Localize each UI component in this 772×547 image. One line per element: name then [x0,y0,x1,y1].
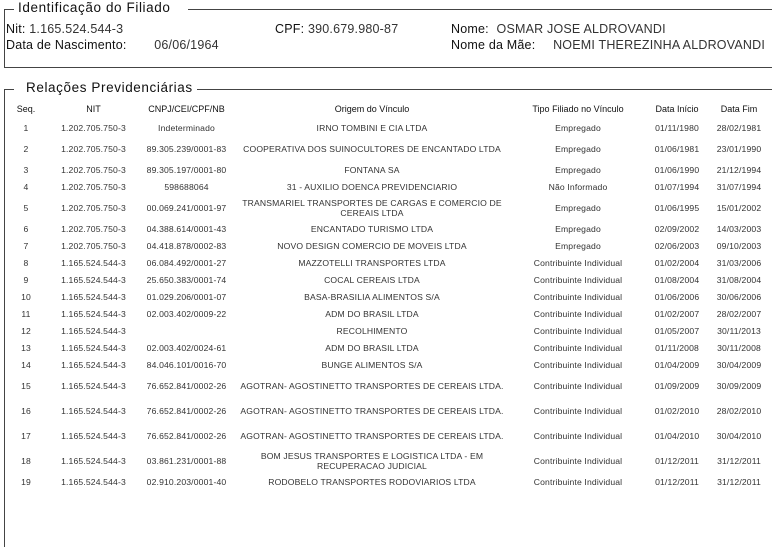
cell-nit: 1.165.524.544-3 [61,342,126,353]
cell-tipo: Contribuinte Individual [533,342,623,353]
cell-doc: 04.418.878/0002-83 [146,240,227,251]
cell-seq: 18 [21,455,31,466]
cell-doc: 25.650.383/0001-74 [146,274,227,285]
table-row [4,398,770,423]
cell-inicio: 01/12/2011 [655,476,699,487]
cell-fim: 28/02/1981 [716,122,762,133]
cell-tipo: Contribuinte Individual [533,308,623,319]
col-origem: Origem do Vínculo [334,104,410,114]
cell-seq: 17 [21,430,31,441]
nit-value: 1.165.524.544-3 [29,22,124,36]
cell-seq: 4 [23,181,29,192]
cell-nit: 1.202.705.750-3 [61,164,126,175]
table-row [4,178,770,195]
cell-fim: 31/12/2011 [717,455,761,466]
cell-fim: 14/03/2003 [716,223,762,234]
cell-origem: 31 - AUXILIO DOENCA PREVIDENCIARIO [286,181,458,192]
relacoes-frame-top-left [4,89,14,90]
cell-nit: 1.165.524.544-3 [61,257,126,268]
col-inicio: Data Início [655,104,699,114]
cell-origem: AGOTRAN- AGOSTINETTO TRANSPORTES DE CEREAIS LTDA. [240,380,504,391]
cell-inicio: 01/06/1981 [654,143,700,154]
cell-tipo: Contribuinte Individual [533,430,623,441]
filiado-frame-bottom [4,67,772,68]
cpf-field [275,22,398,36]
cell-inicio: 01/09/2009 [654,380,700,391]
cell-inicio: 01/04/2009 [654,359,700,370]
cell-tipo: Contribuinte Individual [533,405,623,416]
cell-fim: 23/01/1990 [716,143,762,154]
cell-seq: 12 [21,325,31,336]
col-nit: NIT [86,104,101,114]
cell-seq: 1 [23,122,29,133]
table-row [4,237,770,254]
cell-origem: BASA-BRASILIA ALIMENTOS S/A [304,291,440,302]
table-row [4,356,770,373]
cell-origem: COCAL CEREAIS LTDA [324,274,420,285]
cell-fim: 15/01/2002 [716,202,762,213]
cell-fim: 30/06/2006 [716,291,762,302]
table-row [4,423,770,448]
cell-origem: IRNO TOMBINI E CIA LTDA [316,122,428,133]
cpf-label: CPF: [275,22,305,36]
nascimento-label: Data de Nascimento: [6,38,127,52]
cell-doc: 89.305.197/0001-80 [146,164,227,175]
mae-value: NOEMI THEREZINHA ALDROVANDI [553,38,765,52]
cell-inicio: 02/06/2003 [654,240,700,251]
cell-inicio: 01/11/1980 [655,122,699,133]
col-tipo: Tipo Filiado no Vínculo [532,104,624,114]
cell-fim: 31/07/1994 [716,181,762,192]
cell-doc: Indeterminado [158,122,215,133]
cell-fim: 30/04/2009 [716,359,762,370]
cell-tipo: Contribuinte Individual [533,257,623,268]
cell-nit: 1.202.705.750-3 [61,181,126,192]
table-row [4,288,770,305]
cell-tipo: Empregado [555,223,601,234]
table-row [4,195,770,220]
cell-inicio: 01/02/2007 [654,308,700,319]
relacoes-table [4,99,770,490]
table-row [4,271,770,288]
cell-seq: 11 [21,308,31,319]
cell-doc: 76.652.841/0002-26 [146,430,227,441]
cell-origem: ENCANTADO TURISMO LTDA [310,223,434,234]
cell-inicio: 01/12/2011 [655,455,699,466]
cell-fim: 31/08/2004 [716,274,762,285]
cell-nit: 1.165.524.544-3 [61,291,126,302]
table-row [4,339,770,356]
cell-seq: 5 [23,202,29,213]
nascimento-value: 06/06/1964 [154,38,219,52]
cell-tipo: Contribuinte Individual [533,476,623,487]
cell-seq: 13 [21,342,31,353]
col-seq: Seq. [16,104,36,114]
cell-doc: 03.861.231/0001-88 [146,455,227,466]
cell-seq: 2 [23,143,29,154]
cell-seq: 19 [21,476,31,487]
col-fim: Data Fim [720,104,758,114]
cell-tipo: Contribuinte Individual [533,359,623,370]
cell-doc: 02.003.402/0009-22 [146,308,227,319]
cell-origem: RECOLHIMENTO [336,325,408,336]
col-doc: CNPJ/CEI/CPF/NB [148,104,225,114]
cell-inicio: 01/08/2004 [654,274,700,285]
table-row [4,254,770,271]
table-row [4,220,770,237]
cell-fim: 30/11/2008 [717,342,761,353]
nome-field [451,22,666,36]
cell-nit: 1.165.524.544-3 [61,476,126,487]
cell-nit: 1.202.705.750-3 [61,143,126,154]
cell-nit: 1.165.524.544-3 [61,274,126,285]
cell-tipo: Empregado [555,202,601,213]
cell-inicio: 01/02/2010 [654,405,700,416]
cell-origem: TRANSMARIEL TRANSPORTES DE CARGAS E COMERCIO DE CEREAIS LTDA [242,197,502,218]
cell-inicio: 01/07/1994 [654,181,700,192]
cell-tipo: Empregado [555,143,601,154]
cell-tipo: Contribuinte Individual [533,291,623,302]
cell-doc: 598688064 [164,181,209,192]
cell-origem: COOPERATIVA DOS SUINOCULTORES DE ENCANTADO LTDA [243,143,501,154]
cell-seq: 16 [21,405,31,416]
cell-fim: 30/11/2013 [717,325,761,336]
cell-inicio: 01/06/1995 [654,202,700,213]
cell-tipo: Não Informado [548,181,608,192]
cell-doc: 76.652.841/0002-26 [146,405,227,416]
cell-tipo: Empregado [555,240,601,251]
table-row [4,322,770,339]
nit-field [6,22,123,36]
cell-fim: 09/10/2003 [716,240,762,251]
cell-origem: FONTANA SA [344,164,400,175]
cell-seq: 3 [23,164,29,175]
cell-origem: RODOBELO TRANSPORTES RODOVIARIOS LTDA [268,476,476,487]
table-row [4,136,770,161]
cell-fim: 30/09/2009 [716,380,762,391]
cell-fim: 21/12/1994 [716,164,762,175]
cell-doc: 06.084.492/0001-27 [146,257,227,268]
cell-seq: 10 [21,291,31,302]
cell-inicio: 01/02/2004 [654,257,700,268]
cell-nit: 1.165.524.544-3 [61,359,126,370]
cell-inicio: 02/09/2002 [654,223,700,234]
cell-doc: 89.305.239/0001-83 [146,143,227,154]
cell-origem: NOVO DESIGN COMERCIO DE MOVEIS LTDA [277,240,467,251]
table-body [4,119,770,490]
cell-doc [139,322,234,339]
nit-label: Nit: [6,22,26,36]
cell-origem: BOM JESUS TRANSPORTES E LOGISTICA LTDA - EM RECUPERACAO JUDICIAL [260,450,484,471]
cell-origem: AGOTRAN- AGOSTINETTO TRANSPORTES DE CEREAIS LTDA. [240,430,504,441]
nome-value: OSMAR JOSE ALDROVANDI [496,22,666,36]
nome-label: Nome: [451,22,489,36]
cell-doc: 76.652.841/0002-26 [146,380,227,391]
filiado-section-title: Identificação do Filiado [14,0,175,15]
cell-origem: BUNGE ALIMENTOS S/A [321,359,423,370]
cell-nit: 1.202.705.750-3 [61,122,126,133]
cell-seq: 7 [23,240,29,251]
cell-nit: 1.165.524.544-3 [61,455,126,466]
cell-tipo: Empregado [555,122,601,133]
cell-origem: AGOTRAN- AGOSTINETTO TRANSPORTES DE CEREAIS LTDA. [240,405,504,416]
cell-doc: 04.388.614/0001-43 [146,223,227,234]
cell-tipo: Contribuinte Individual [533,455,623,466]
table-row [4,119,770,136]
table-row [4,373,770,398]
cell-tipo: Contribuinte Individual [533,274,623,285]
cell-doc: 02.003.402/0024-61 [146,342,227,353]
cell-origem: ADM DO BRASIL LTDA [325,342,419,353]
cell-inicio: 01/06/1990 [654,164,700,175]
cell-fim: 31/03/2006 [716,257,762,268]
relacoes-frame-top-right [196,89,772,90]
cell-doc: 01.029.206/0001-07 [146,291,227,302]
cell-nit: 1.165.524.544-3 [61,325,126,336]
cell-inicio: 01/11/2008 [655,342,699,353]
cell-origem: MAZZOTELLI TRANSPORTES LTDA [298,257,446,268]
cell-seq: 6 [23,223,29,234]
cell-seq: 8 [23,257,29,268]
cell-seq: 14 [21,359,31,370]
cell-origem: ADM DO BRASIL LTDA [325,308,419,319]
filiado-frame-left [4,9,5,67]
cell-doc: 00.069.241/0001-97 [146,202,227,213]
cell-tipo: Empregado [555,164,601,175]
cell-fim: 31/12/2011 [717,476,761,487]
cell-nit: 1.202.705.750-3 [61,240,126,251]
cell-inicio: 01/04/2010 [654,430,700,441]
table-row [4,448,770,473]
cell-nit: 1.165.524.544-3 [61,380,126,391]
cell-nit: 1.202.705.750-3 [61,223,126,234]
mae-label: Nome da Mãe: [451,38,536,52]
cell-fim: 30/04/2010 [716,430,762,441]
cell-seq: 9 [23,274,29,285]
mae-field [451,38,765,52]
cell-tipo: Contribuinte Individual [533,325,623,336]
cell-seq: 15 [21,380,31,391]
table-row [4,305,770,322]
cell-inicio: 01/05/2007 [654,325,700,336]
table-row [4,161,770,178]
cell-doc: 84.046.101/0016-70 [146,359,227,370]
table-row [4,473,770,490]
cell-tipo: Contribuinte Individual [533,380,623,391]
cell-nit: 1.165.524.544-3 [61,308,126,319]
filiado-frame-top-right [188,9,772,10]
cpf-value: 390.679.980-87 [307,22,399,36]
relacoes-section-title: Relações Previdenciárias [22,80,197,95]
cell-nit: 1.165.524.544-3 [61,430,126,441]
filiado-frame-top-left [4,9,14,10]
cell-nit: 1.165.524.544-3 [61,405,126,416]
cell-fim: 28/02/2010 [716,405,762,416]
table-header-row [4,99,770,119]
cell-doc: 02.910.203/0001-40 [146,476,227,487]
nascimento-field [6,38,219,52]
cell-fim: 28/02/2007 [716,308,762,319]
cell-inicio: 01/06/2006 [654,291,700,302]
cell-nit: 1.202.705.750-3 [61,202,126,213]
